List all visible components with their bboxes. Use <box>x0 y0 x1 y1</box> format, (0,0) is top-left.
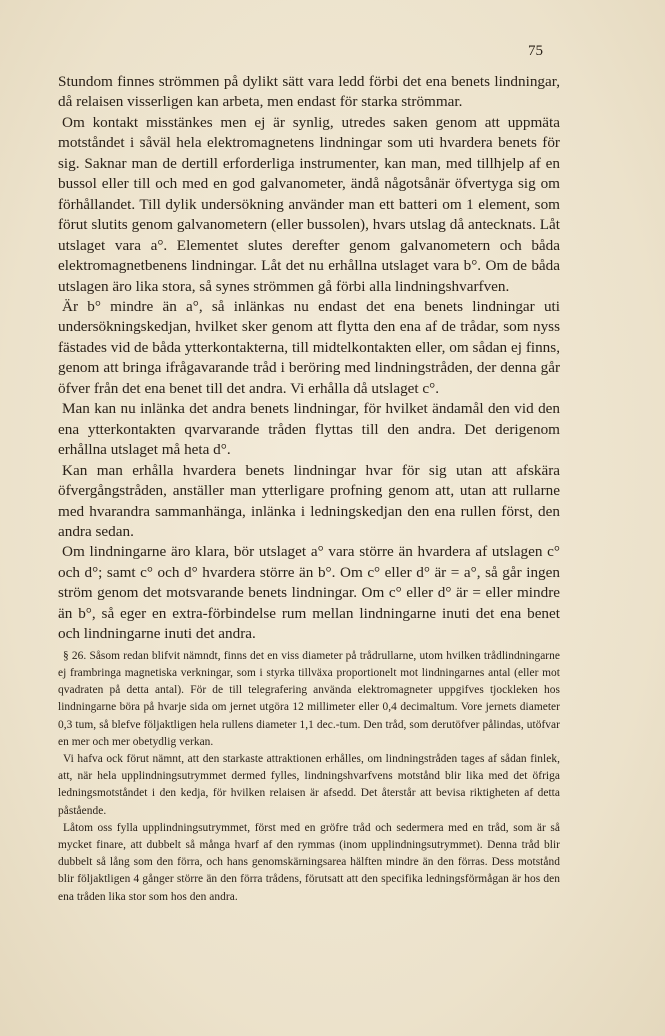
section-paragraph: Vi hafva ock förut nämnt, att den starkaste attraktionen erhålles, om lindningstråden tages af sådan finlek, att, när hela upplindningsutrymmet dermed fylles, lindningshvarfvens motstånd blir lika med det öfriga ledningsmotståndet i den kedja, för hvilken relaisen är afsedd. Det återstår att bevisa riktigheten af detta påstående. <box>58 752 560 817</box>
main-text <box>58 72 560 645</box>
paragraph: Om kontakt misstänkes men ej är synlig, utredes saken genom att uppmäta motståndet i såväl hela elektromagnetens lindningar som uti hvardera benets för sig. Saknar man de dertill erforderliga instrumenter, kan man, med tillhjelp af en bussol eller till och med en god galvanometer, ändå någotsånär öfvertyga sig om förhållandet. Till dylik undersökning använder man ett batteri om 1 element, som förut slutits genom galvanometern (eller bussolen), hvars utslag då antecknats. Låt utslaget vara a°. Elementet slutes derefter genom galvanometern och båda elektromagnetbenens lindningar. Låt det nu erhållna utslaget vara b°. Om de båda utslagen äro lika stora, så synes strömmen gå förbi alla lindningshvarfven. <box>58 113 560 295</box>
paragraph: Om lindningarne äro klara, bör utslaget a° vara större än hvardera af utslagen c° och d°; samt c° och d° hvardera större än b°. Om c° eller d° är = a°, så går ingen ström genom det motsvarande benets lindningar. Om c° eller d° är = eller mindre än b°, så eger en extra-förbindelse rum mellan lindningarne inuti det ena benet och lindningarne inuti det andra. <box>58 543 560 643</box>
small-print-section <box>58 648 560 906</box>
paragraph: Kan man erhålla hvardera benets lindningar hvar för sig utan att afskära öfvergångstråden, anställer man ytterligare profning genom att, utan att rullarne med hvarandra sammanhänga, inlänka i ledningskedjan den ena rullen först, den andra sedan. <box>58 461 560 540</box>
paragraph: Stundom finnes strömmen på dylikt sätt vara ledd förbi det ena benets lindningar, då relaisen visserligen kan arbeta, men endast för starka strömmar. <box>58 73 560 111</box>
paragraph: Man kan nu inlänka det andra benets lindningar, för hvilket ändamål den vid den ena ytterkontakten qvarvarande tråden flyttas till den andra. Det derigenom erhållna utslaget må heta d°. <box>58 400 560 459</box>
paragraph: Är b° mindre än a°, så inlänkas nu endast det ena benets lindningar uti undersökningskedjan, hvilket sker genom att flytta den ena af de trådar, som nyss fästades vid de båda ytterkontakterna, till midtelkontakten eller, om sådan ej finns, genom att bringa ifrågavarande tråd i beröring med lindningstråden, der denna går öfver från det ena benet till det andra. Vi erhålla då utslaget c°. <box>58 297 560 397</box>
page-text <box>58 72 560 906</box>
page-number: 75 <box>528 43 543 59</box>
section-paragraph: Låtom oss fylla upplindningsutrymmet, först med en gröfre tråd och sedermera med en tråd, som är så mycket finare, att dubbelt så många hvarf af den rymmas (inom upplindningsutrymmet). Denna tråd blir dubbelt så lång som den förra, och hans genomskärningsarea hälften mindre än den förras. Dess motstånd blir följaktligen 4 gånger större än den förra trådens, förutsatt att den specifika ledningsförmågan är hos den ena tråden lika stor som hos den andra. <box>58 821 560 903</box>
section-paragraph: § 26. Såsom redan blifvit nämndt, finns det en viss diameter på trådrullarne, utom hvilken trådlindningarne ej frambringa magnetiska verkningar, som i styrka tillväxa proportionelt mot lindningarnes antal (eller mot qvadraten på detta antal). För de till telegrafering använda elektromagneter uppgifves tjockleken hos lindningarne böra på hvarje sida om jernet utgöra 12 millimeter eller 0,4 decimaltum. Vore jernets diameter 0,3 tum, så blefve följaktligen hela rullens diameter 1,1 dec.-tum. Den tråd, som derutöfver pålindas, utöfvar en mer och mer obetydlig verkan. <box>58 649 560 748</box>
